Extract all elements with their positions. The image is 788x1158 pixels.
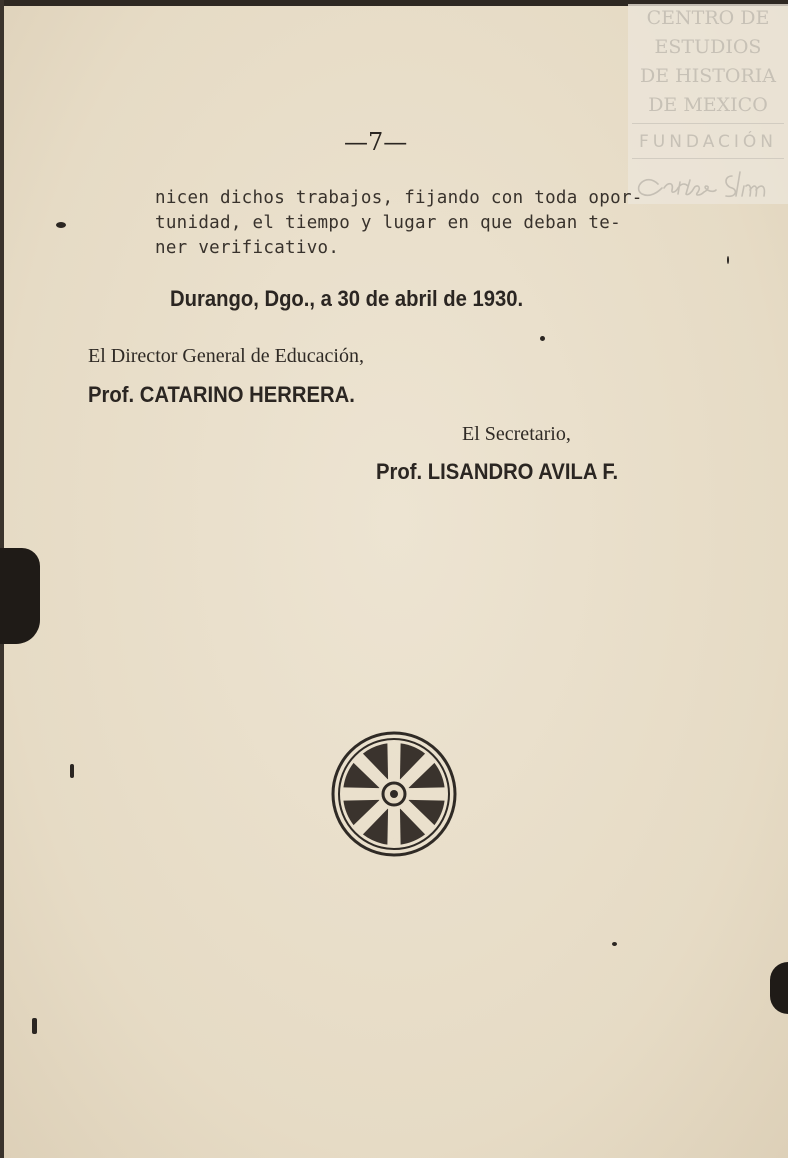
watermark-line: CENTRO DE: [646, 7, 770, 29]
ink-speck: [727, 256, 729, 264]
ink-speck: [70, 764, 74, 778]
date-line: Durango, Dgo., a 30 de abril de 1930.: [170, 286, 524, 311]
wheel-segment: [400, 743, 425, 779]
page-number: —7—: [344, 128, 408, 156]
wheel-segment: [343, 763, 379, 788]
watermark-line: DE HISTORIA: [639, 65, 776, 87]
watermark-line: DE MEXICO: [648, 94, 768, 116]
secretary-role: El Secretario,: [462, 423, 571, 445]
watermark-line: ESTUDIOS: [654, 36, 762, 58]
wheel-segment: [409, 763, 445, 788]
ink-speck: [56, 222, 66, 228]
paper-tear-right: [770, 962, 788, 1014]
body-paragraph: [155, 186, 675, 261]
wheel-segment: [343, 800, 379, 825]
watermark-rule: [632, 158, 784, 159]
body-line: tunidad, el tiempo y lugar en que deban te-: [155, 213, 621, 233]
wheel-segment: [363, 743, 388, 779]
ink-speck: [32, 1018, 37, 1034]
wheel-segment: [409, 800, 445, 825]
wheel-segment: [363, 809, 388, 845]
ink-speck: [540, 336, 545, 341]
director-role: El Director General de Educación,: [88, 345, 364, 367]
secretary-name: Prof. LISANDRO AVILA F.: [376, 459, 619, 484]
watermark-foundation: FUNDACIÓN: [638, 132, 778, 152]
wheel-segment: [400, 809, 425, 845]
ink-speck: [612, 942, 617, 946]
wheel-ornament-icon: [330, 730, 458, 858]
body-line: nicen dichos trabajos, fijando con toda opor-: [155, 188, 643, 208]
director-name: Prof. CATARINO HERRERA.: [88, 382, 355, 407]
archive-watermark: [628, 4, 788, 204]
paper-tear-left: [0, 548, 40, 644]
body-line: ner verificativo.: [155, 238, 340, 258]
watermark-rule: [632, 123, 784, 124]
